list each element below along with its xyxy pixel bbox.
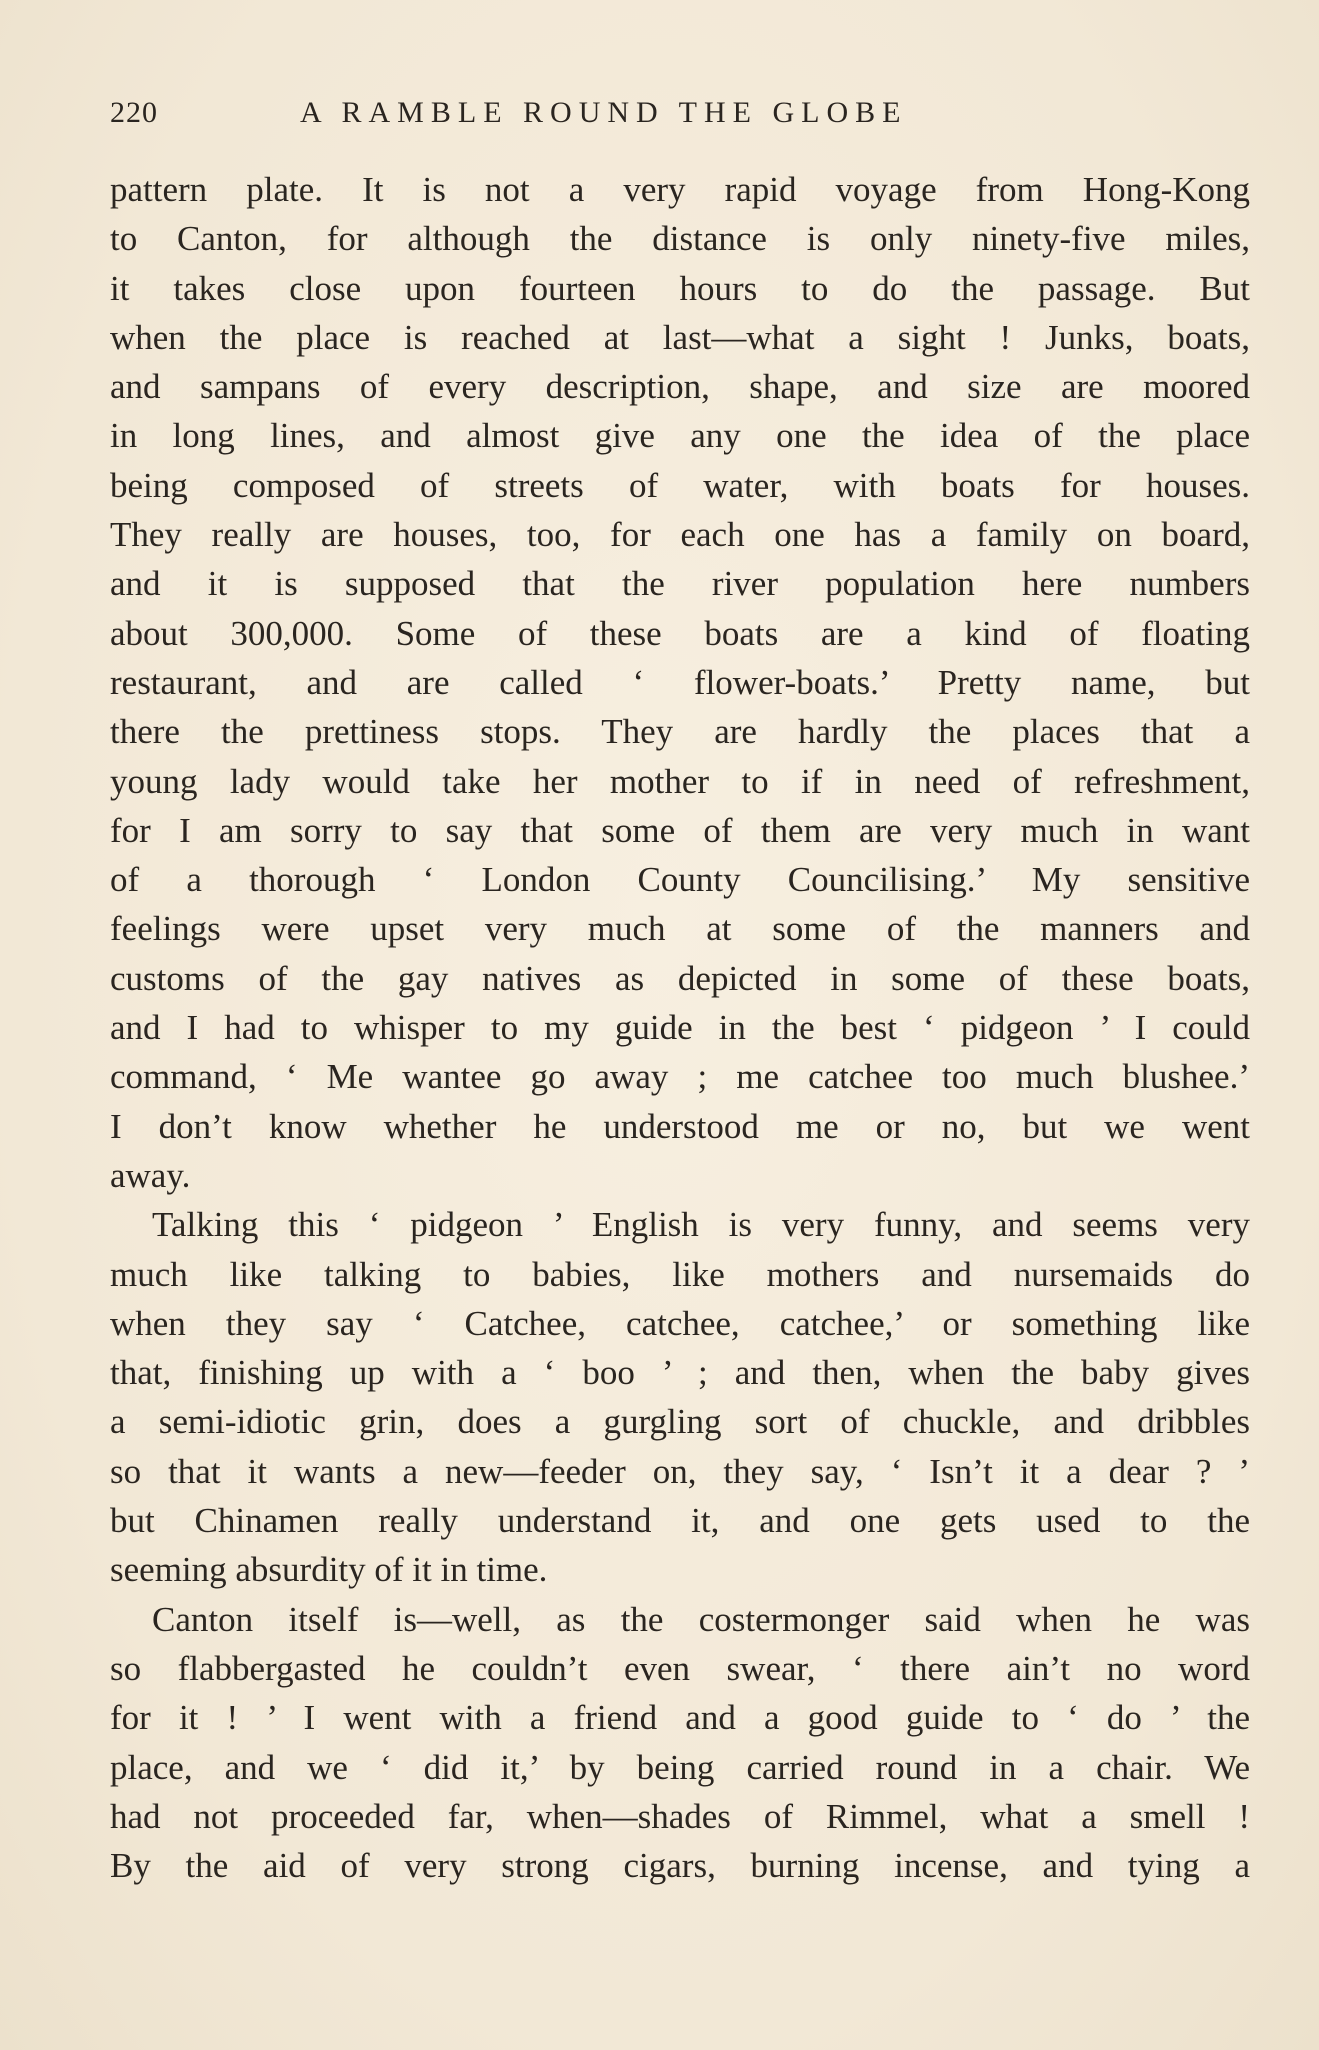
text-line: By the aid of very strong cigars, burning incense, and tying a [110,1846,1250,1886]
text-line: there the prettiness stops. They are hardly the places that a [110,712,1250,752]
text-line: restaurant, and are called ‘ flower-boats.’ Pretty name, but [110,662,1250,702]
text-line: a semi-idiotic grin, does a gurgling sort of chuckle, and dribbles [110,1402,1250,1442]
text-line: place, and we ‘ did it,’ by being carried round in a chair. We [110,1747,1250,1787]
text-line: and it is supposed that the river population here numbers [110,564,1250,604]
text-line: for it ! ’ I went with a friend and a good guide to ‘ do ’ the [110,1698,1250,1738]
text-line: much like talking to babies, like mothers and nursemaids do [110,1254,1250,1294]
text-line: to Canton, for although the distance is only ninety-five miles, [110,219,1250,259]
text-line: and I had to whisper to my guide in the best ‘ pidgeon ’ I could [110,1008,1250,1048]
text-line: so flabbergasted he couldn’t even swear, ‘ there ain’t no word [110,1648,1250,1688]
text-line: and sampans of every description, shape, and size are moored [110,367,1250,407]
text-line: I don’t know whether he understood me or no, but we went [110,1106,1250,1146]
paragraph-end-line: away. [110,1155,191,1195]
paragraph-end-line: seeming absurdity of it in time. [110,1550,548,1590]
text-line: but Chinamen really understand it, and one gets used to the [110,1501,1250,1541]
body-text [110,165,1250,1890]
text-line: young lady would take her mother to if in need of refreshment, [110,761,1250,801]
page-number: 220 [110,96,158,129]
running-title: A RAMBLE ROUND THE GLOBE [300,96,908,129]
page-header [110,96,1250,144]
text-line: about 300,000. Some of these boats are a kind of floating [110,613,1250,653]
text-line: when the place is reached at last—what a sight ! Junks, boats, [110,317,1250,357]
text-line: customs of the gay natives as depicted in some of these boats, [110,958,1250,998]
text-line: of a thorough ‘ London County Councilising.’ My sensitive [110,860,1250,900]
text-line: had not proceeded far, when—shades of Rimmel, what a smell ! [110,1796,1250,1836]
paragraph-start-line: Talking this ‘ pidgeon ’ English is very funny, and seems very [152,1205,1250,1245]
text-line: in long lines, and almost give any one the idea of the place [110,416,1250,456]
text-line: command, ‘ Me wantee go away ; me catchee too much blushee.’ [110,1057,1250,1097]
text-line: so that it wants a new—feeder on, they say, ‘ Isn’t it a dear ? ’ [110,1451,1250,1491]
text-line: feelings were upset very much at some of the manners and [110,909,1250,949]
text-line: for I am sorry to say that some of them are very much in want [110,810,1250,850]
text-line: being composed of streets of water, with boats for houses. [110,465,1250,505]
paragraph-start-line: Canton itself is—well, as the costermonger said when he was [152,1599,1250,1639]
text-line: pattern plate. It is not a very rapid voyage from Hong-Kong [110,170,1250,209]
text-line: when they say ‘ Catchee, catchee, catchee,’ or something like [110,1303,1250,1343]
text-line: that, finishing up with a ‘ boo ’ ; and then, when the baby gives [110,1353,1250,1393]
text-line: it takes close upon fourteen hours to do the passage. But [110,268,1250,308]
text-line: They really are houses, too, for each one has a family on board, [110,515,1250,555]
